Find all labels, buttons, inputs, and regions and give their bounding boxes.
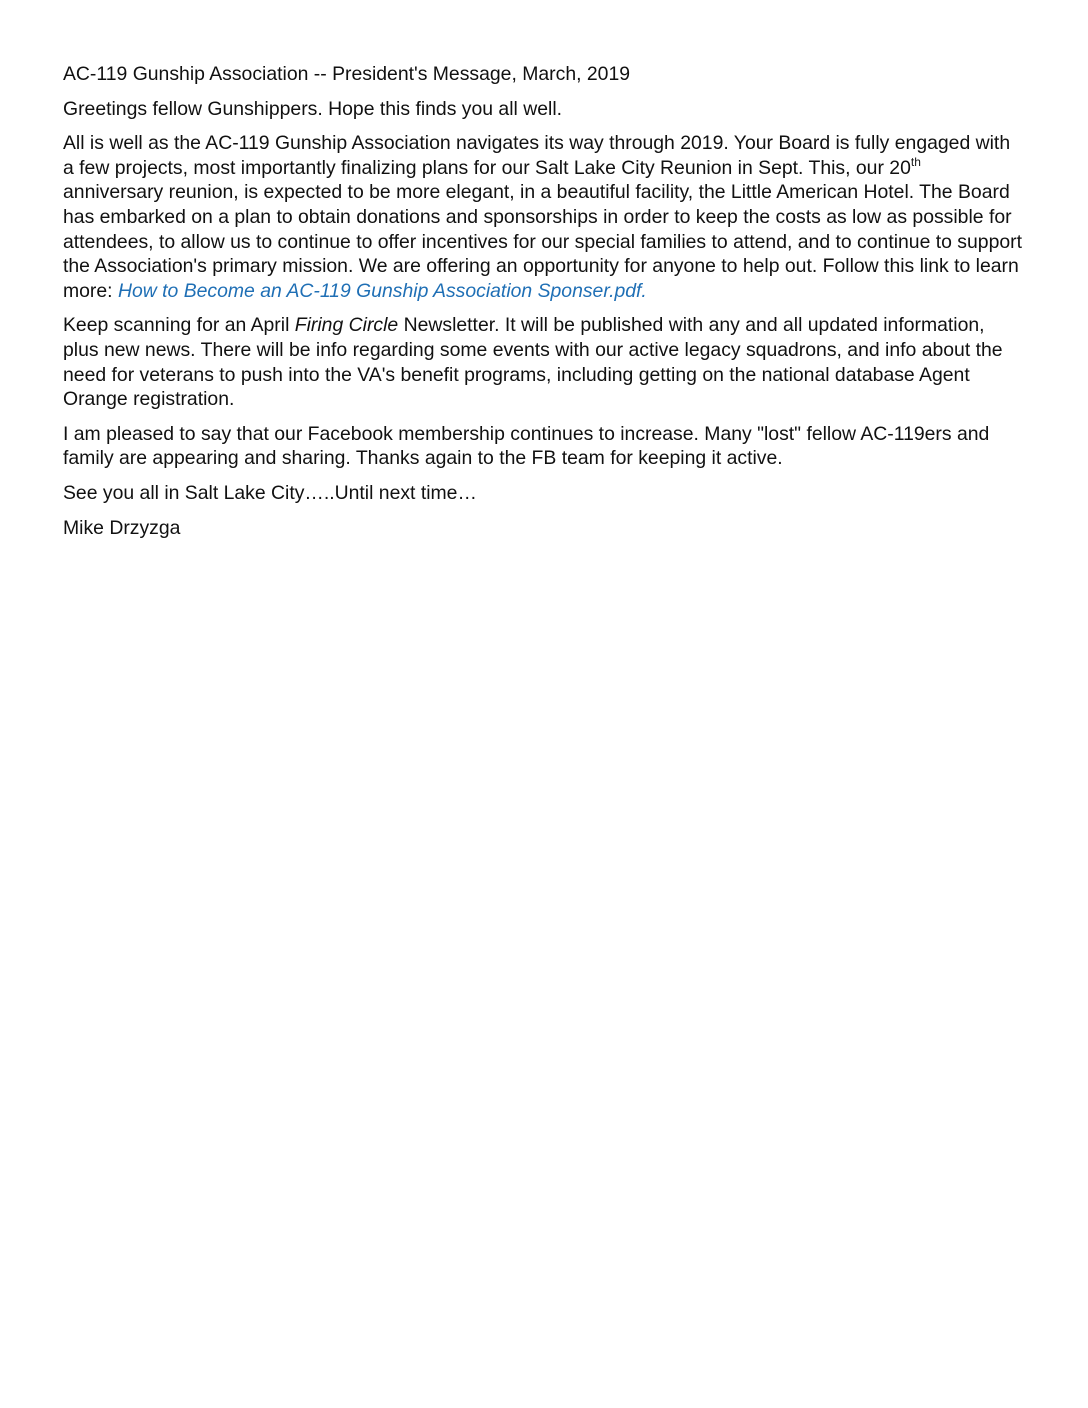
facebook-paragraph: I am pleased to say that our Facebook membership continues to increase. Many "lost" fellow AC-119ers and family are appearing and sharing. Thanks again to the FB team for keeping it active. <box>63 422 990 470</box>
title-line: AC-119 Gunship Association -- President's Message, March, 2019 <box>63 63 631 85</box>
document-page <box>63 62 1023 550</box>
signature: Mike Drzyzga <box>63 516 181 539</box>
sponsor-pdf-link[interactable]: How to Become an AC-119 Gunship Association Sponser.pdf. <box>117 279 647 302</box>
closing-line: See you all in Salt Lake City…..Until next time… <box>63 481 477 504</box>
newsletter-paragraph <box>63 313 1023 411</box>
reunion-paragraph <box>63 131 1023 303</box>
newsletter-text-start: Keep scanning for an April <box>63 314 295 337</box>
newsletter-title: Firing Circle <box>294 314 399 337</box>
reunion-text-start: All is well as the AC-119 Gunship Association navigates its way through 2019. Your Board is fully engaged with a few projects, most importantly finalizing plans for our Salt Lake City Reunion in Sept. This, our 20 <box>63 132 1011 179</box>
ordinal-suffix: th <box>910 154 921 169</box>
greeting-paragraph: Greetings fellow Gunshippers. Hope this finds you all well. <box>63 97 563 120</box>
reunion-text-end: anniversary reunion, is expected to be more elegant, in a beautiful facility, the Little American Hotel. The Board has embarked on a plan to obtain donations and sponsorships in order to keep the costs as low as possible for attendees, to allow us to continue to offer incentives for our special families to attend, and to continue to support the Association's primary mission. We are offering an opportunity for anyone to help out. Follow this link to learn more: <box>63 181 1022 302</box>
newsletter-text-end: Newsletter. It will be published with any and all updated information, plus new news. There will be info regarding some events with our active legacy squadrons, and info about the need for veterans to push into the VA's benefit programs, including getting on the national database Agent Orange registration. <box>63 314 1003 411</box>
